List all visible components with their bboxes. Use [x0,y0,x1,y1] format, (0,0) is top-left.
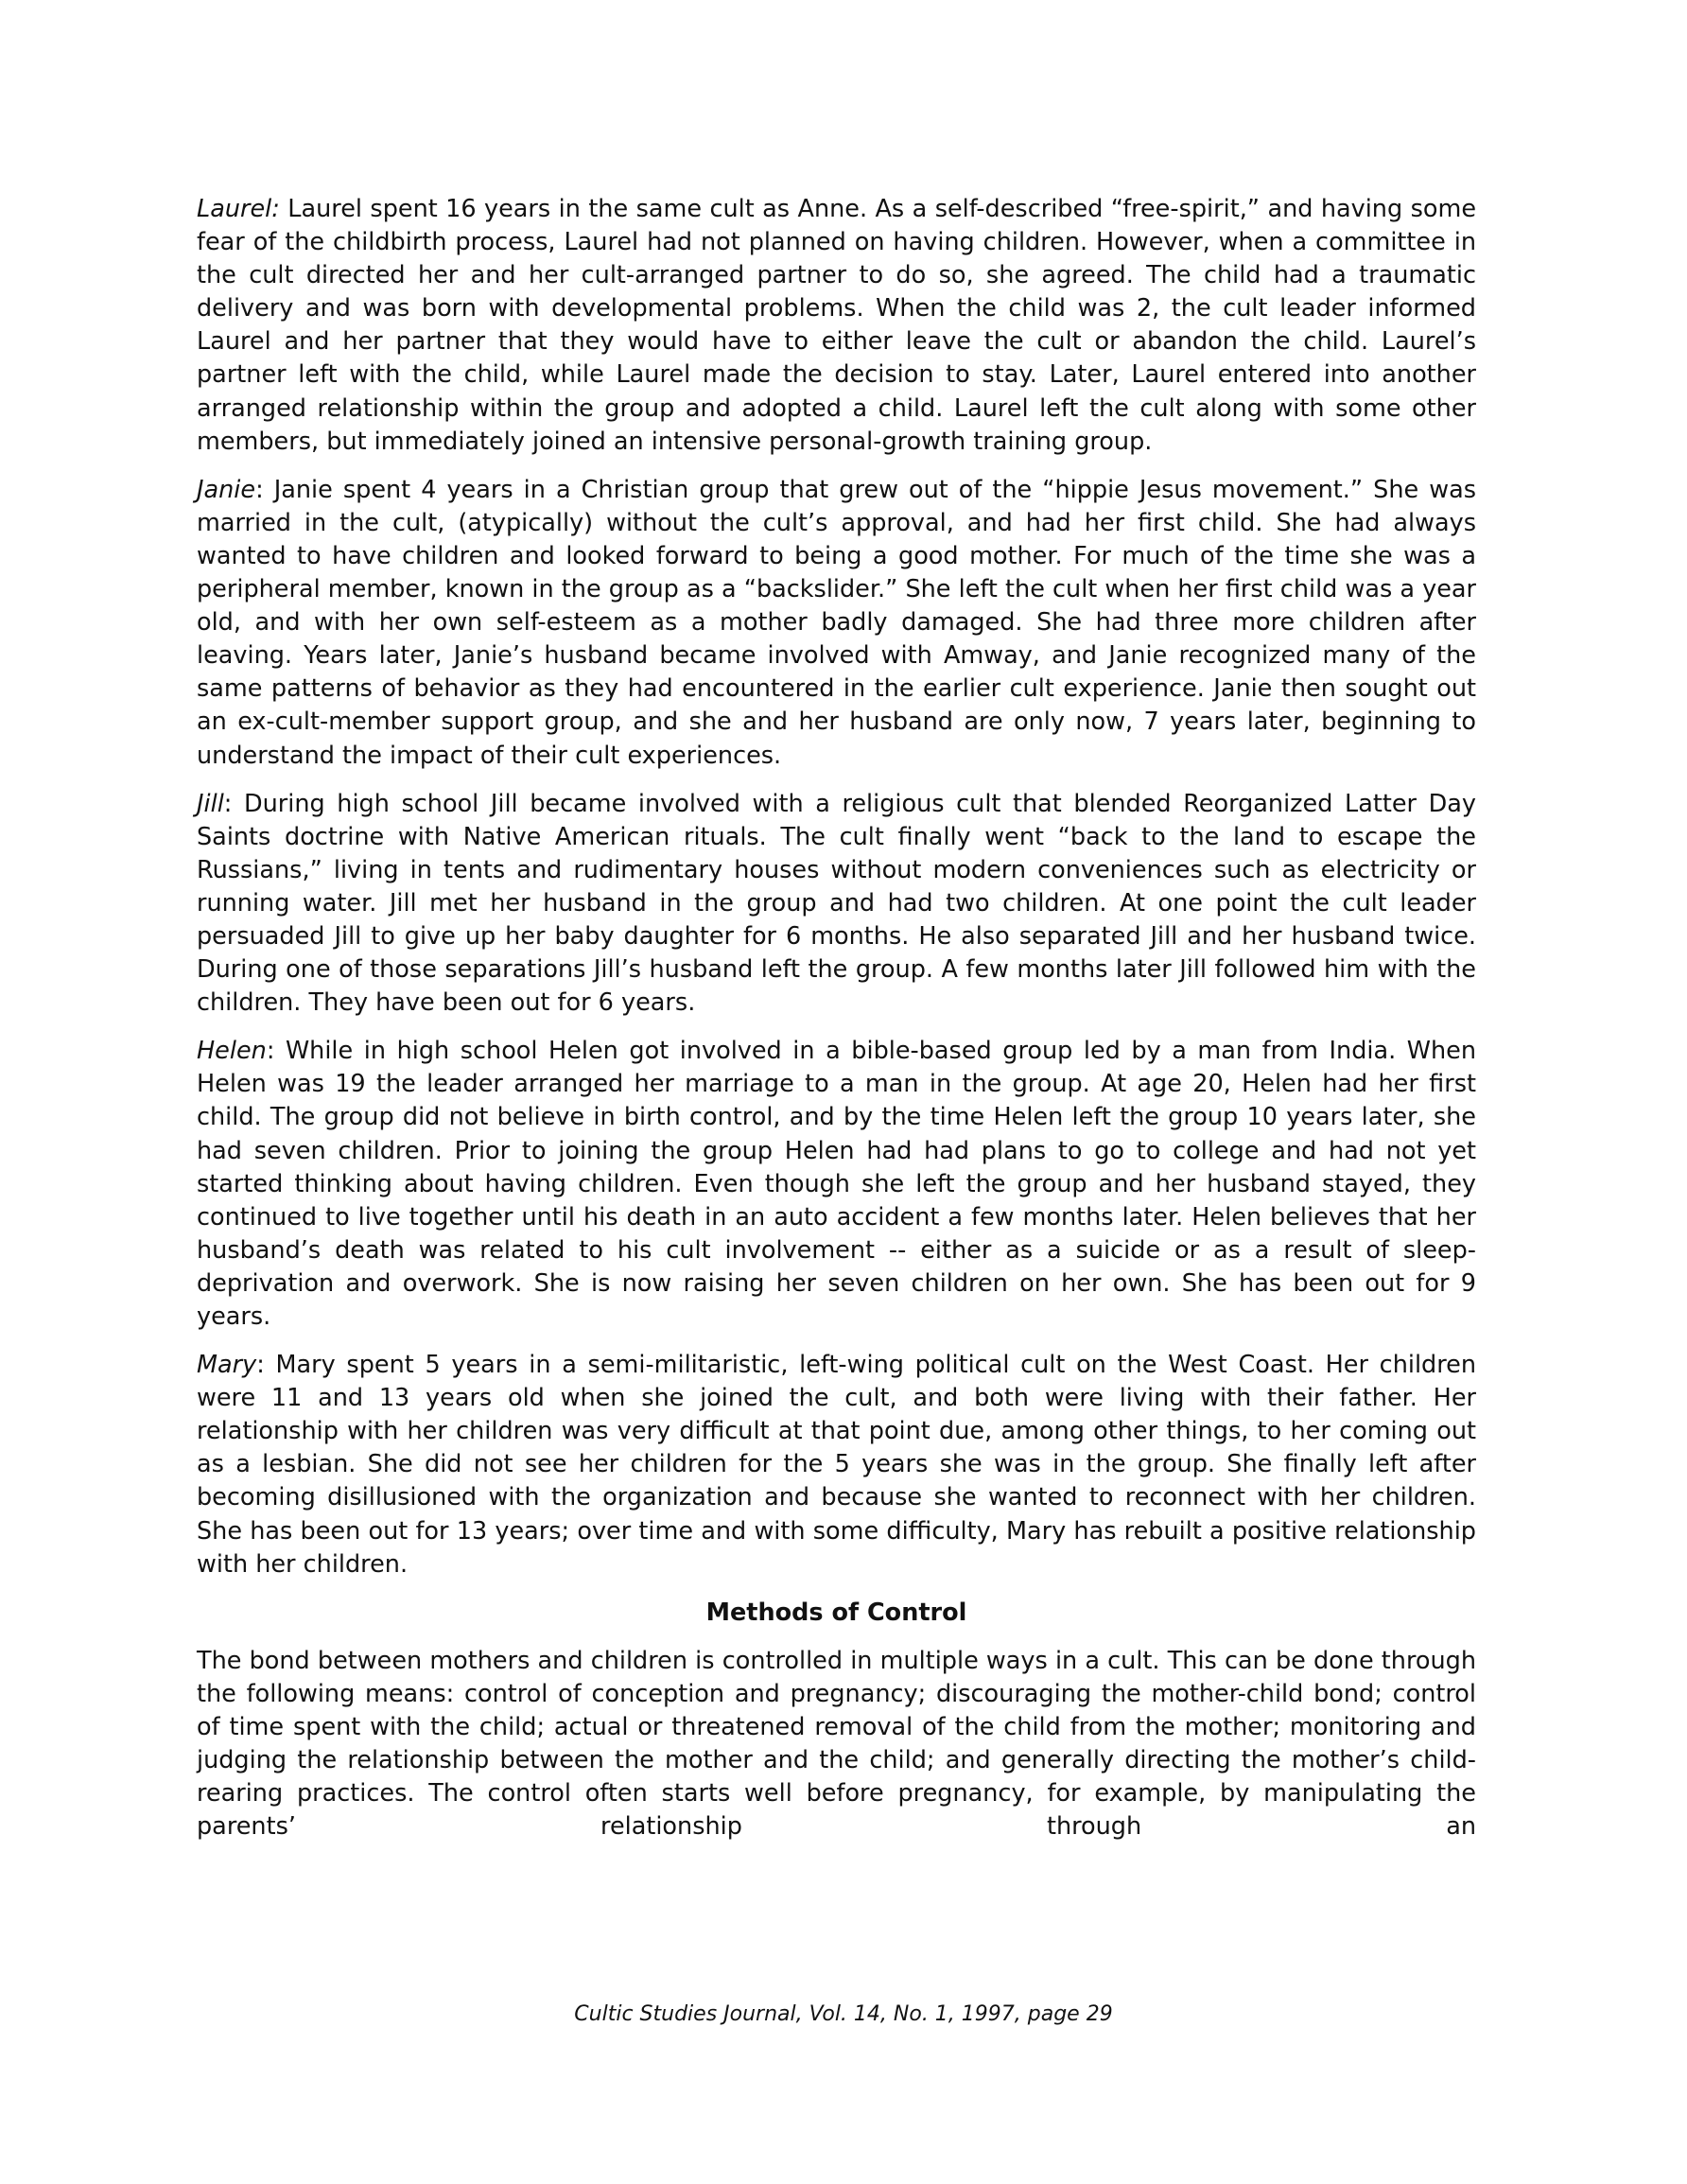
profile-text: Laurel spent 16 years in the same cult as Anne. As a self-described “free-spirit,” and having some fear of the childbirth process, Laurel had not planned on having children. However, when a committee in the cult directed her and her cult-arranged partner to do so, she agreed. The child had a traumatic delivery and was born with developmental problems. When the child was 2, the cult leader informed Laurel and her partner that they would have to either leave the cult or abandon the child. Laurel’s partner left with the child, while Laurel made the decision to stay. Later, Laurel entered into another arranged relationship within the group and adopted a child. Laurel left the cult along with some other members, but immediately joined an intensive personal-growth training group. [197,195,1477,456]
profile-paragraph-laurel [197,193,1476,459]
profile-name: Mary [197,1351,257,1380]
profile-paragraph-mary [197,1349,1476,1581]
section-heading: Methods of Control [705,1598,967,1627]
separator: : [266,1037,286,1066]
profile-paragraph-helen [197,1035,1476,1334]
separator: : [223,789,244,818]
profile-name: Helen [197,1037,267,1066]
profile-paragraph-janie [197,474,1476,773]
page-body [197,193,1476,1859]
profile-name: Laurel: [197,195,280,223]
section-body: The bond between mothers and children is controlled in multiple ways in a cult. This can be done through the following means: control of conception and pregnancy; discouraging the mother-child bond; control of time spent with the child; actual or threatened removal of the child from the mother; monitoring and judging the relationship between the mother and the child; and generally directing the mother’s child-rearing practices. The control often starts well before pregnancy, for example, by manipulating the parents’ relationship through an [197,1646,1476,1842]
profile-name: Jill [197,789,224,818]
separator: : [256,1351,276,1380]
profile-name: Janie [197,475,256,504]
separator: : [255,475,274,504]
profile-text: Mary spent 5 years in a semi-militaristic, left-wing political cult on the West Coast. Her children were 11 and 13 years old when she joined the cult, and both were living with their father. Her relationship with her children was very difficult at that point due, among other things, to her coming out as a lesbian. She did not see her children for the 5 years she was in the group. She finally left after becoming disillusioned with the organization and because she wanted to reconnect with her children. She has been out for 13 years; over time and with some difficulty, Mary has rebuilt a positive relationship with her children. [197,1351,1476,1579]
profile-text: During high school Jill became involved with a religious cult that blended Reorganized Latter Day Saints doctrine with Native American rituals. The cult finally went “back to the land to escape the Russians,” living in tents and rudimentary houses without modern conveniences such as electricity or running water. Jill met her husband in the group and had two children. At one point the cult leader persuaded Jill to give up her baby daughter for 6 months. He also separated Jill and her husband twice. During one of those separations Jill’s husband left the group. A few months later Jill followed him with the children. They have been out for 6 years. [197,789,1476,1018]
profile-text: While in high school Helen got involved in a bible-based group led by a man from India. When Helen was 19 the leader arranged her marriage to a man in the group. At age 20, Helen had her first child. The group did not believe in birth control, and by the time Helen left the group 10 years later, she had seven children. Prior to joining the group Helen had had plans to go to college and had not yet started thinking about having children. Even though she left the group and her husband stayed, they continued to live together until his death in an auto accident a few months later. Helen believes that her husband’s death was related to his cult involvement -- either as a suicide or as a result of sleep-deprivation and overwork. She is now raising her seven children on her own. She has been out for 9 years. [197,1037,1476,1331]
profile-text: Janie spent 4 years in a Christian group that grew out of the “hippie Jesus movement.” She was married in the cult, (atypically) without the cult’s approval, and had her first child. She had always wanted to have children and looked forward to being a good mother. For much of the time she was a peripheral member, known in the group as a “backslider.” She left the cult when her first child was a year old, and with her own self-esteem as a mother badly damaged. She had three more children after leaving. Years later, Janie’s husband became involved with Amway, and Janie recognized many of the same patterns of behavior as they had encountered in the earlier cult experience. Janie then sought out an ex-cult-member support group, and she and her husband are only now, 7 years later, beginning to understand the impact of their cult experiences. [197,475,1476,770]
page-footer: Cultic Studies Journal, Vol. 14, No. 1, 1997, page 29 [574,2002,1113,2026]
profile-paragraph-jill [197,788,1476,1021]
